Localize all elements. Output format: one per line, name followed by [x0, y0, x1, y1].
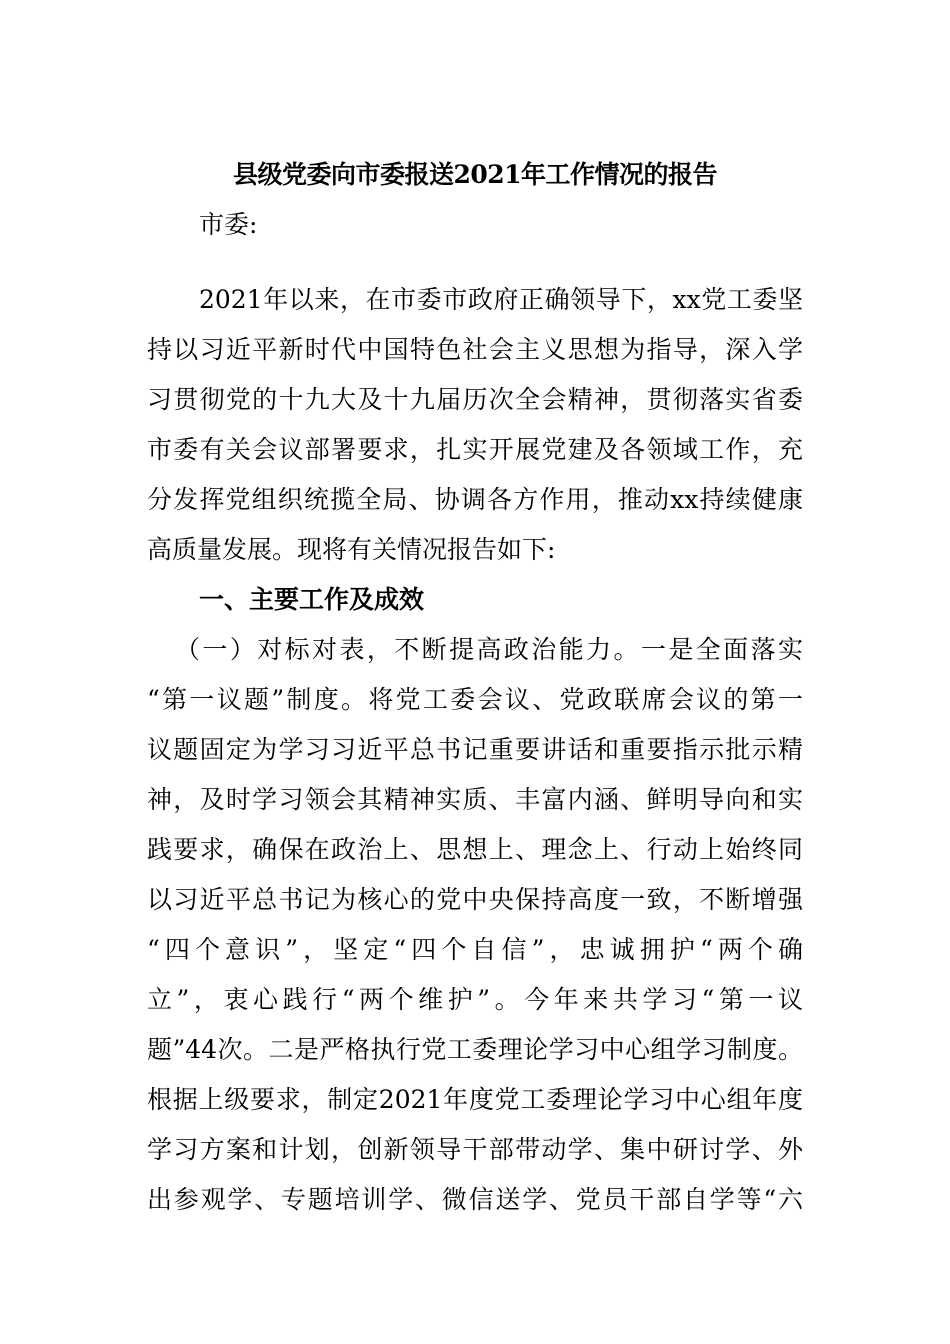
text-line: （一）对标对表，不断提高政治能力。一是全面落实: [175, 635, 803, 664]
section1-paragraph: [147, 625, 803, 1225]
text-line: 以习近平总书记为核心的党中央保持高度一致，不断增强: [147, 885, 803, 914]
text-line: 市委有关会议部署要求，扎实开展党建及各领域工作，充: [147, 435, 803, 464]
text-line: “四个意识”，坚定“四个自信”，忠诚拥护“两个确: [147, 935, 803, 964]
section-heading-block: [147, 575, 803, 625]
text-line: 根据上级要求，制定2021年度党工委理论学习中心组年度: [147, 1085, 803, 1114]
text-line: “第一议题”制度。将党工委会议、党政联席会议的第一: [147, 685, 803, 714]
salutation: 市委:: [199, 210, 258, 239]
intro-paragraph: [147, 275, 803, 575]
text-line: 高质量发展。现将有关情况报告如下:: [147, 535, 556, 564]
text-line: 立”，衷心践行“两个维护”。今年来共学习“第一议: [147, 985, 803, 1014]
text-line: 议题固定为学习习近平总书记重要讲话和重要指示批示精: [147, 735, 803, 764]
text-line: 出参观学、专题培训学、微信送学、党员干部自学等“六: [147, 1185, 803, 1214]
salutation-block: [147, 200, 803, 250]
text-line: 分发挥党组织统揽全局、协调各方作用，推动xx持续健康: [147, 485, 803, 514]
text-line: 题”44次。二是严格执行党工委理论学习中心组学习制度。: [147, 1035, 803, 1064]
text-line: 践要求，确保在政治上、思想上、理念上、行动上始终同: [147, 835, 803, 864]
document-title: 县级党委向市委报送2021年工作情况的报告: [232, 160, 718, 189]
text-line: 2021年以来，在市委市政府正确领导下，xx党工委坚: [199, 285, 803, 314]
text-line: 神，及时学习领会其精神实质、丰富内涵、鲜明导向和实: [147, 785, 803, 814]
section-heading: 一、主要工作及成效: [199, 585, 425, 614]
text-line: 持以习近平新时代中国特色社会主义思想为指导，深入学: [147, 335, 803, 364]
text-line: 习贯彻党的十九大及十九届历次全会精神，贯彻落实省委: [147, 385, 803, 414]
text-line: 学习方案和计划，创新领导干部带动学、集中研讨学、外: [147, 1135, 803, 1164]
